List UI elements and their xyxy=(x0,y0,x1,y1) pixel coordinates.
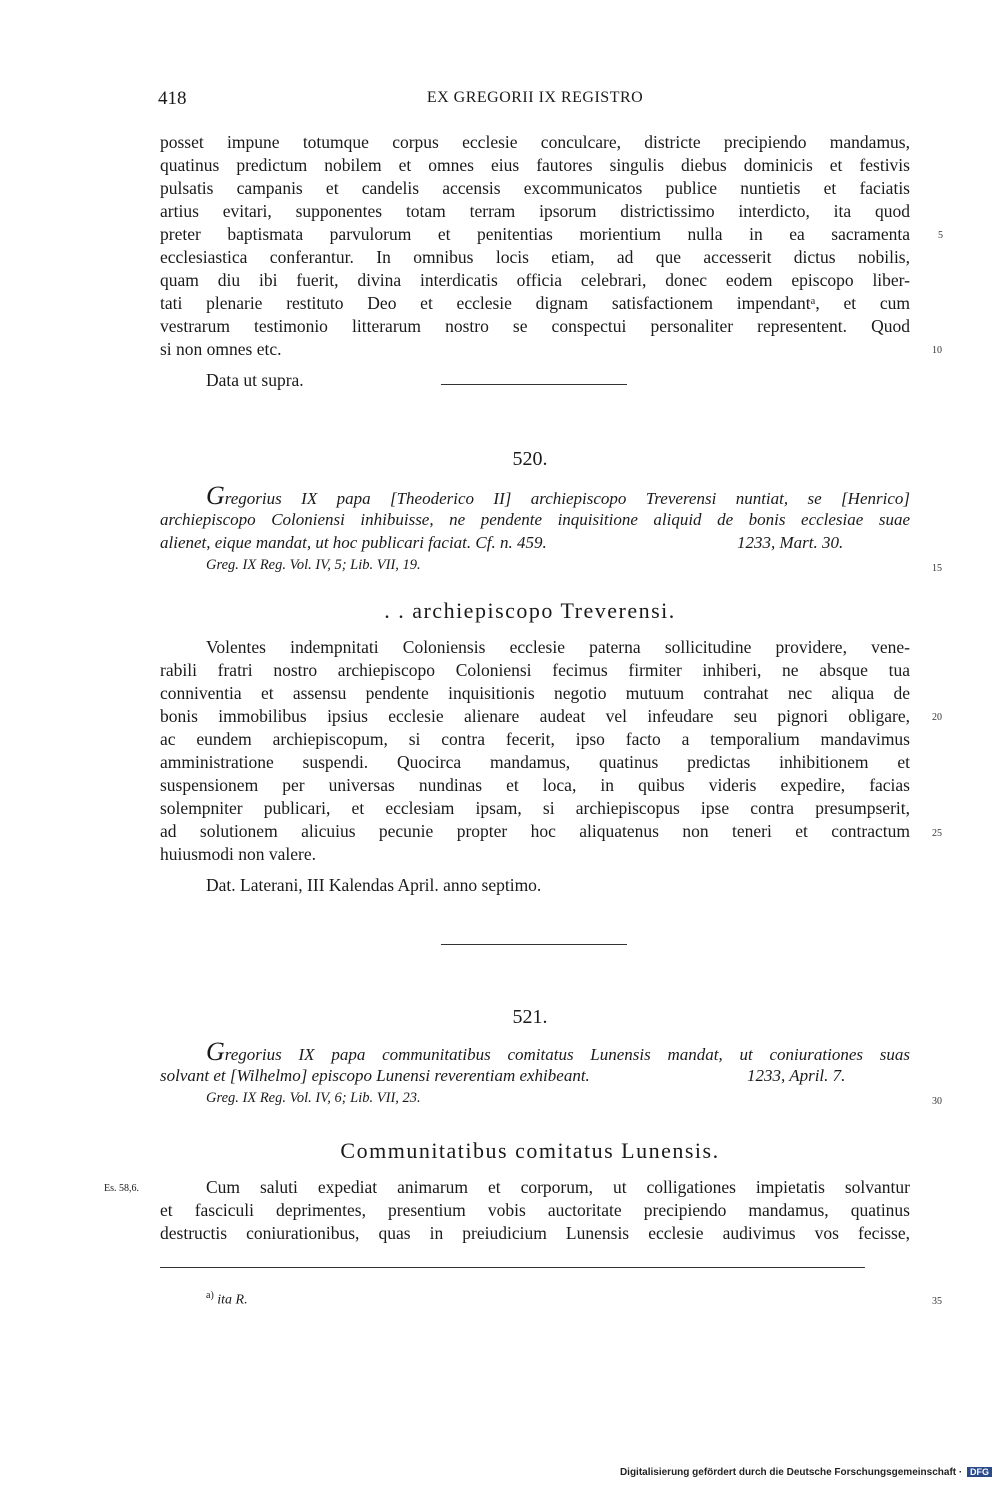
source-reference: Greg. IX Reg. Vol. IV, 5; Lib. VII, 19. xyxy=(206,557,421,573)
initial-letter: G xyxy=(206,1037,225,1066)
page-number: 418 xyxy=(158,88,187,109)
text-line: et fasciculi deprimentes, presentium vobis auctoritate precipiendo mandamus, quatinus xyxy=(160,1200,910,1220)
document-date: 1233, Mart. 30. xyxy=(737,533,844,552)
text-line: huiusmodi non valere. xyxy=(160,844,317,864)
document-date: 1233, April. 7. xyxy=(747,1066,846,1085)
separator-rule xyxy=(441,384,627,385)
text-line: pulsatis campanis et candelis accensis excommunicatos publice nuntietis et faciatis xyxy=(160,178,910,198)
text-line: ecclesiastica conferantur. In omnibus locis etiam, ad que accesserit dictus nobilis, xyxy=(160,247,910,267)
text-line: destructis coniurationibus, quas in preiudicium Lunensis ecclesie audivimus vos fecisse, xyxy=(160,1223,910,1243)
text-line: posset impune totumque corpus ecclesie conculcare, districte precipiendo mandamus, xyxy=(160,132,910,152)
margin-reference: Es. 58,6. xyxy=(104,1183,139,1194)
digitization-credit xyxy=(620,1467,992,1478)
text-line: Cum saluti expediat animarum et corporum, ut colligationes impietatis solvantur xyxy=(206,1177,910,1197)
text-line: artius evitari, supponentes totam terram ipsorum districtissimo interdicto, ita quod xyxy=(160,201,910,221)
text-line: conniventia et assensu pendente inquisitionis negotio mutuum contrahat nec aliqua de xyxy=(160,683,910,703)
text-line: preter baptismata parvulorum et penitentias morientium nulla in ea sacramenta xyxy=(160,224,910,244)
dfg-logo: DFG xyxy=(967,1467,992,1477)
document-number: 520. xyxy=(512,448,548,470)
text-line: tati plenarie restituto Deo et ecclesie dignam satisfactionem impendantᵃ, et cum xyxy=(160,293,910,313)
text-line: suspensionem per universas nundinas et loca, in quibus videris expedire, facias xyxy=(160,775,910,795)
separator-rule xyxy=(441,944,627,945)
dat-line: Dat. Laterani, III Kalendas April. anno septimo. xyxy=(206,875,542,895)
line-number: 35 xyxy=(932,1296,942,1307)
text-line: quam diu ibi fuerit, divina interdicatis officia celebrari, donec eodem episcopo liber- xyxy=(160,270,910,290)
text-line: solempniter publicari, et ecclesiam ipsam, si archiepiscopus ipse contra presumpserit, xyxy=(160,798,910,818)
address-line: Communitatibus comitatus Lunensis. xyxy=(340,1138,720,1163)
line-number: 10 xyxy=(932,345,942,356)
source-reference: Greg. IX Reg. Vol. IV, 6; Lib. VII, 23. xyxy=(206,1090,421,1106)
running-title: EX GREGORII IX REGISTRO xyxy=(426,89,644,106)
text-line: ac eundem archiepiscopum, si contra fecerit, ipso facto a temporalium mandavimus xyxy=(160,729,910,749)
footnote-marker: a) xyxy=(206,1290,214,1301)
text-line: amministratione suspendi. Quocirca mandamus, quatinus predictas inhibitionem et xyxy=(160,752,910,772)
text-line: rabili fratri nostro archiepiscopo Coloniensi fecimus firmiter inhiberi, ne absque tua xyxy=(160,660,910,680)
line-number: 25 xyxy=(932,828,942,839)
text-line: si non omnes etc. xyxy=(160,339,282,359)
document-number: 521. xyxy=(512,1006,548,1028)
summary-line: solvant et [Wilhelmo] episcopo Lunensi reverentiam exhibeant. xyxy=(160,1066,590,1085)
summary-line: Gregorius IX papa communitatibus comitatus Lunensis mandat, ut coniurationes suas xyxy=(206,1037,910,1066)
text-line: ad solutionem alicuius pecunie propter hoc aliquatenus non teneri et contractum xyxy=(160,821,910,841)
footnote-text: ita R. xyxy=(217,1292,248,1308)
data-line: Data ut supra. xyxy=(206,370,304,390)
line-number: 5 xyxy=(938,230,943,241)
text-line: quatinus predictum nobilem et omnes eius fautores singulis diebus dominicis et festivis xyxy=(160,155,910,175)
text-line: vestrarum testimonio litterarum nostro se conspectui personaliter representent. Quod xyxy=(160,316,910,336)
credit-text: Digitalisierung gefördert durch die Deutsche Forschungsgemeinschaft · xyxy=(619,1467,963,1478)
summary-line: Gregorius IX papa [Theoderico II] archiepiscopo Treverensi nuntiat, se [Henrico] xyxy=(206,481,910,510)
summary-line: alienet, eique mandat, ut hoc publicari faciat. Cf. n. 459. xyxy=(160,533,547,552)
footnote-rule xyxy=(160,1267,865,1268)
address-line: . . archiepiscopo Treverensi. xyxy=(384,598,676,623)
line-number: 20 xyxy=(932,712,942,723)
text-line: Volentes indempnitati Coloniensis ecclesie paterna sollicitudine providere, vene- xyxy=(206,637,910,657)
line-number: 15 xyxy=(932,563,942,574)
summary-line: archiepiscopo Coloniensi inhibuisse, ne pendente inquisitione aliquid de bonis ecclesiae suae xyxy=(160,510,910,529)
text-line: bonis immobilibus ipsius ecclesie alienare audeat vel infeudare seu pignori obligare, xyxy=(160,706,910,726)
footnote xyxy=(206,1290,248,1309)
initial-letter: G xyxy=(206,481,225,510)
line-number: 30 xyxy=(932,1096,942,1107)
